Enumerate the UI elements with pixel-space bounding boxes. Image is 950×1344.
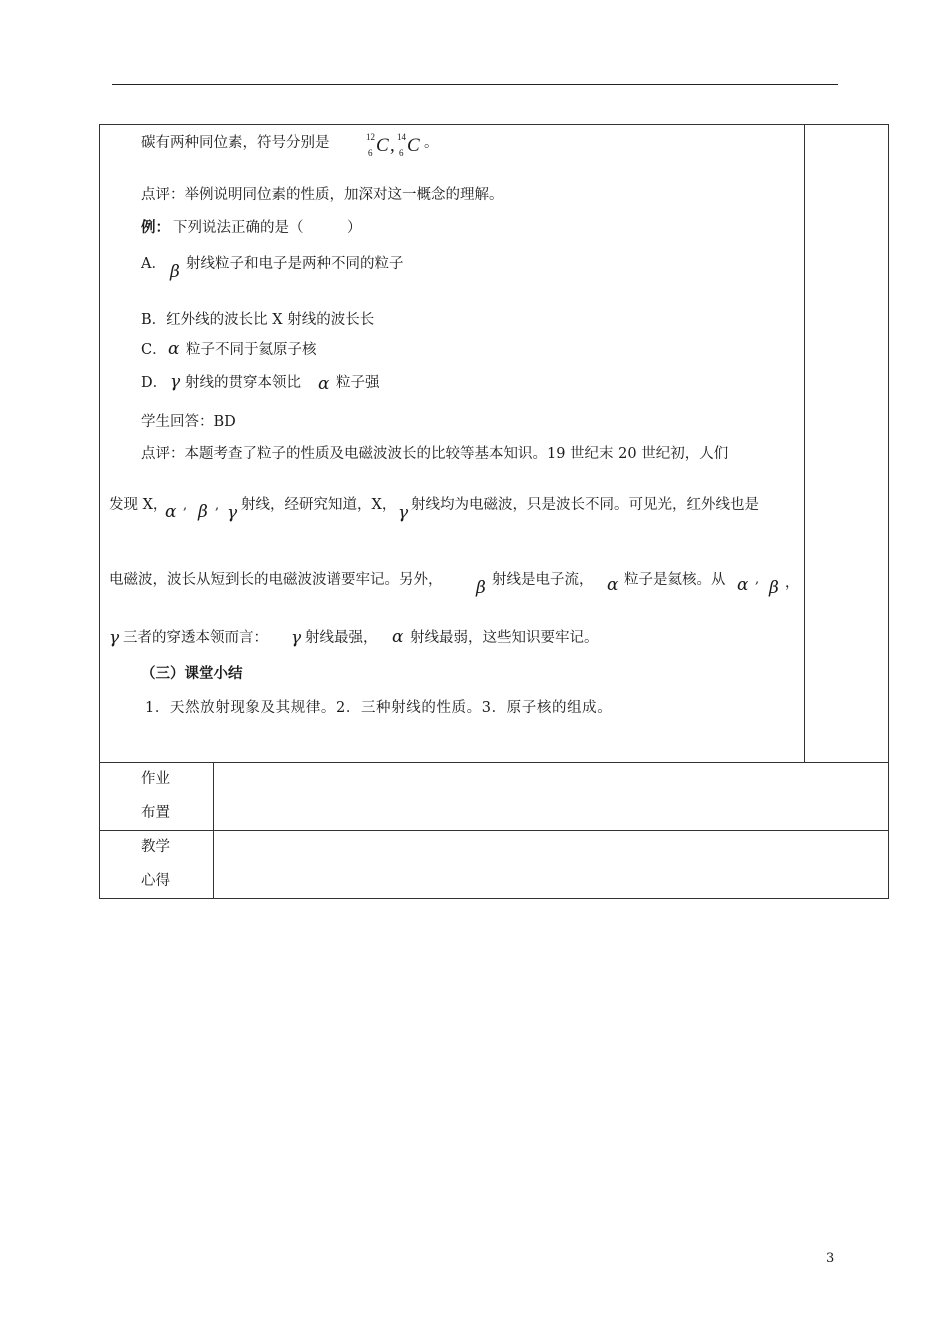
alpha-symbol: α: [392, 627, 404, 647]
comma: ,: [183, 498, 188, 513]
comment-2-line2b: 射线，经研究知道，X，: [241, 497, 397, 513]
gamma-symbol: γ: [109, 628, 120, 648]
separator: ,: [390, 135, 395, 156]
option-d-prefix: D．: [141, 375, 168, 391]
isotope-sentence: 碳有两种同位素，符号分别是: [141, 135, 330, 151]
option-b: B．红外线的波长比 X 射线的波长长: [141, 312, 375, 328]
comment-2-line4b: 射线最强，: [305, 630, 378, 646]
reflection-label-2: 心得: [141, 873, 170, 889]
header-rule: [112, 84, 838, 85]
alpha-symbol: α: [165, 502, 177, 522]
mass-number: 12: [366, 132, 375, 142]
label-column-divider: [213, 762, 214, 899]
reflection-label-1: 教学: [141, 839, 170, 855]
comment-1: 点评：举例说明同位素的性质，加深对这一概念的理解。: [141, 187, 504, 203]
option-d-part1: 射线的贯穿本领比: [185, 375, 301, 391]
gamma-symbol: γ: [398, 503, 409, 523]
element-symbol: C: [407, 135, 420, 156]
example-question: 下列说法正确的是（ ）: [173, 220, 362, 236]
comment-2-line3b: 射线是电子流，: [492, 572, 594, 588]
isotope-c14: [397, 132, 427, 162]
student-answer: 学生回答：BD: [141, 414, 236, 430]
alpha-symbol: α: [607, 575, 619, 595]
row-divider-1: [99, 762, 889, 763]
comma: ,: [215, 498, 220, 513]
alpha-symbol: α: [318, 374, 330, 394]
option-c-prefix: C．: [141, 342, 167, 358]
comment-2-line4a: 三者的穿透本领而言：: [123, 630, 268, 646]
page-number: 3: [826, 1251, 835, 1266]
comment-2-line1: 点评：本题考查了粒子的性质及电磁波波长的比较等基本知识。19 世纪末 20 世纪初，人们: [141, 446, 729, 462]
option-a-prefix: A．: [141, 256, 166, 272]
comment-2-line2c: 射线均为电磁波，只是波长不同。可见光，红外线也是: [411, 497, 759, 513]
element-symbol: C: [376, 135, 389, 156]
atomic-number: 6: [399, 148, 404, 158]
beta-symbol: β: [476, 578, 486, 598]
option-c: 粒子不同于氦原子核: [186, 342, 317, 358]
comment-2-line3a: 电磁波，波长从短到长的电磁波波谱要牢记。另外，: [109, 572, 443, 588]
option-d-part2: 粒子强: [336, 375, 380, 391]
beta-symbol: β: [198, 502, 208, 522]
atomic-number: 6: [368, 148, 373, 158]
comma: ,: [755, 572, 760, 587]
gamma-symbol: γ: [291, 628, 302, 648]
gamma-symbol: γ: [227, 503, 238, 523]
row-divider-2: [99, 830, 889, 831]
option-a: 射线粒子和电子是两种不同的粒子: [186, 256, 404, 272]
comment-2-line2a: 发现 X，: [109, 497, 168, 513]
homework-label-1: 作业: [141, 771, 170, 787]
alpha-symbol: α: [168, 339, 180, 359]
gamma-symbol: γ: [170, 372, 181, 392]
homework-label-2: 布置: [141, 805, 170, 821]
alpha-symbol: α: [737, 575, 749, 595]
summary-text: 1．天然放射现象及其规律。2．三种射线的性质。3．原子核的组成。: [145, 700, 613, 716]
summary-title: （三）课堂小结: [141, 665, 243, 682]
example-label: 例：: [141, 219, 170, 236]
comment-2-line4c: 射线最弱，这些知识要牢记。: [410, 630, 599, 646]
right-column-divider: [804, 124, 805, 762]
mass-number: 14: [397, 132, 406, 142]
isotope-c12: [366, 132, 396, 162]
beta-symbol: β: [769, 578, 779, 598]
comment-2-line3c: 粒子是氦核。从: [624, 572, 726, 588]
comma: ，: [785, 575, 799, 591]
sentence-end: 。: [424, 135, 439, 151]
beta-symbol: β: [170, 262, 180, 282]
